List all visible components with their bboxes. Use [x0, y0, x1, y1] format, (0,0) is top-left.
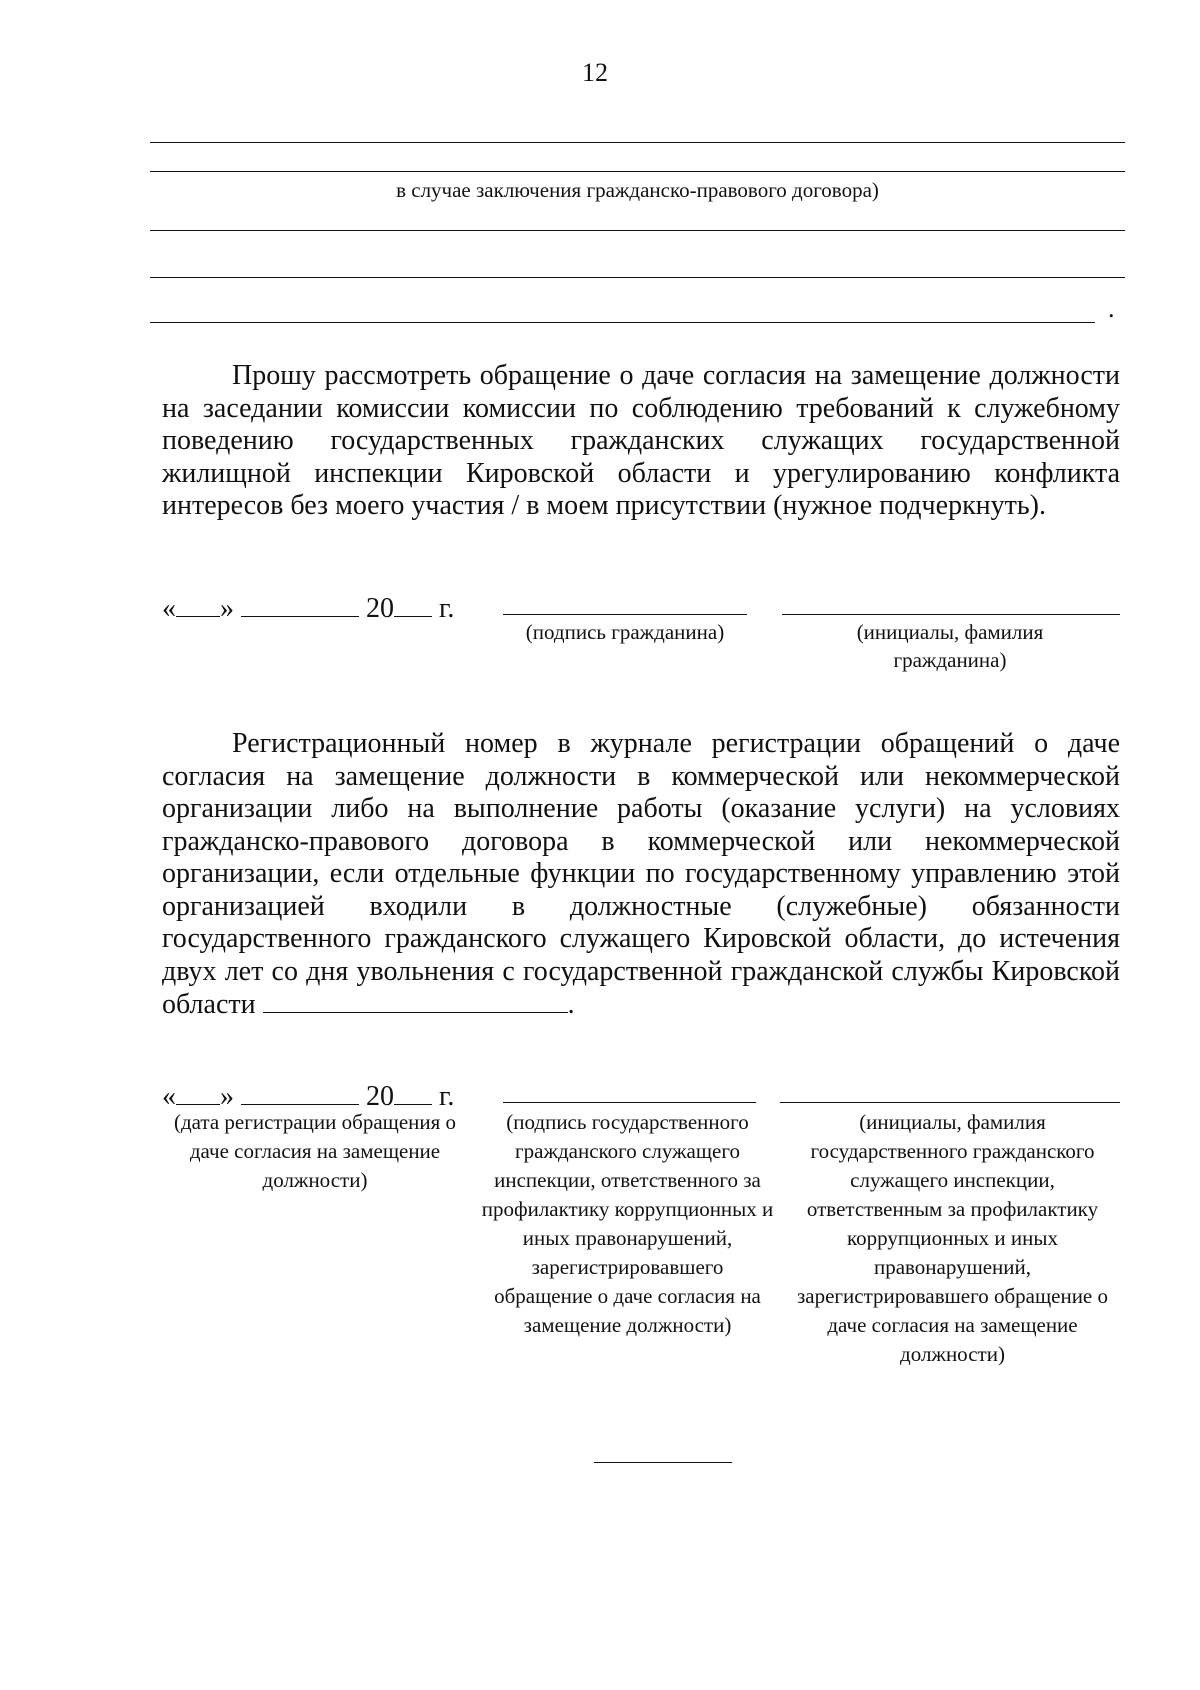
month-blank: [241, 592, 359, 617]
end-separator: [594, 1462, 732, 1463]
trailing-dot: .: [1108, 294, 1115, 323]
blank-line: [150, 142, 1125, 143]
citizen-name-label: (инициалы, фамилия гражданина): [856, 620, 1044, 672]
year-prefix: 20: [366, 593, 394, 624]
signature-line: [503, 614, 747, 615]
blank-line: [150, 322, 1095, 323]
registrar-signature-label: (подпись государственного гражданского служащего инспекции, ответственного за профилактику коррупционных и иных правонарушений, зарегистрировавшего обращение о даче согласия на замещение должности): [481, 1110, 774, 1337]
request-paragraph: Прошу рассмотреть обращение о даче согласия на замещение должности на заседании комиссии комиссии по соблюдению требований к служебному поведению государственных гражданских служащих государственной жилищной инспекции Кировской области и урегулированию конфликта интересов без моего участия / в моем присутствии (нужное подчеркнуть).: [162, 360, 1120, 521]
registration-text: Регистрационный номер в журнале регистрации обращений о даче согласия на замещение должности в коммерческой или некоммерческой организации либо на выполнение работы (оказание услуги) на условиях гражданско-правового договора в коммерческой или некоммерческой организации, если отдельные функции по государственному управлению этой организацией входили в должностные (служебные) обязанности государственного гражданского служащего Кировской области, до истечения двух лет со дня увольнения с государственной гражданской службы Кировской области: [162, 728, 1120, 1020]
registration-end-dot: .: [567, 989, 575, 1020]
contract-caption: в случае заключения гражданско-правового договора): [396, 178, 879, 202]
registration-number-blank: [263, 988, 568, 1013]
registration-paragraph: [162, 728, 1120, 1022]
year-suffix: г.: [439, 593, 455, 624]
quote-open: «: [162, 1081, 176, 1112]
name-line: [780, 1102, 1120, 1103]
quote-close: »: [220, 593, 234, 624]
year-suffix: г.: [439, 1081, 455, 1112]
page-number: 12: [582, 58, 608, 87]
registrar-name-label: (инициалы, фамилия государственного гражданского служащего инспекции, ответственным за профилактику коррупционных и иных правонарушений, зарегистрировавшего обращение о даче согласия на замещение должности): [796, 1110, 1109, 1366]
registration-date-label: (дата регистрации обращения о даче согласия на замещение должности): [173, 1110, 457, 1192]
year-blank: [394, 1080, 432, 1105]
blank-line: [150, 171, 1125, 172]
day-blank: [176, 592, 220, 617]
blank-line: [150, 230, 1125, 231]
date-row-citizen: [162, 592, 454, 625]
citizen-signature-label: (подпись гражданина): [525, 620, 725, 644]
year-blank: [394, 592, 432, 617]
year-prefix: 20: [366, 1081, 394, 1112]
day-blank: [176, 1080, 220, 1105]
signature-line: [503, 1102, 756, 1103]
quote-close: »: [220, 1081, 234, 1112]
month-blank: [241, 1080, 359, 1105]
blank-line: [150, 277, 1125, 278]
name-line: [782, 614, 1120, 615]
quote-open: «: [162, 593, 176, 624]
